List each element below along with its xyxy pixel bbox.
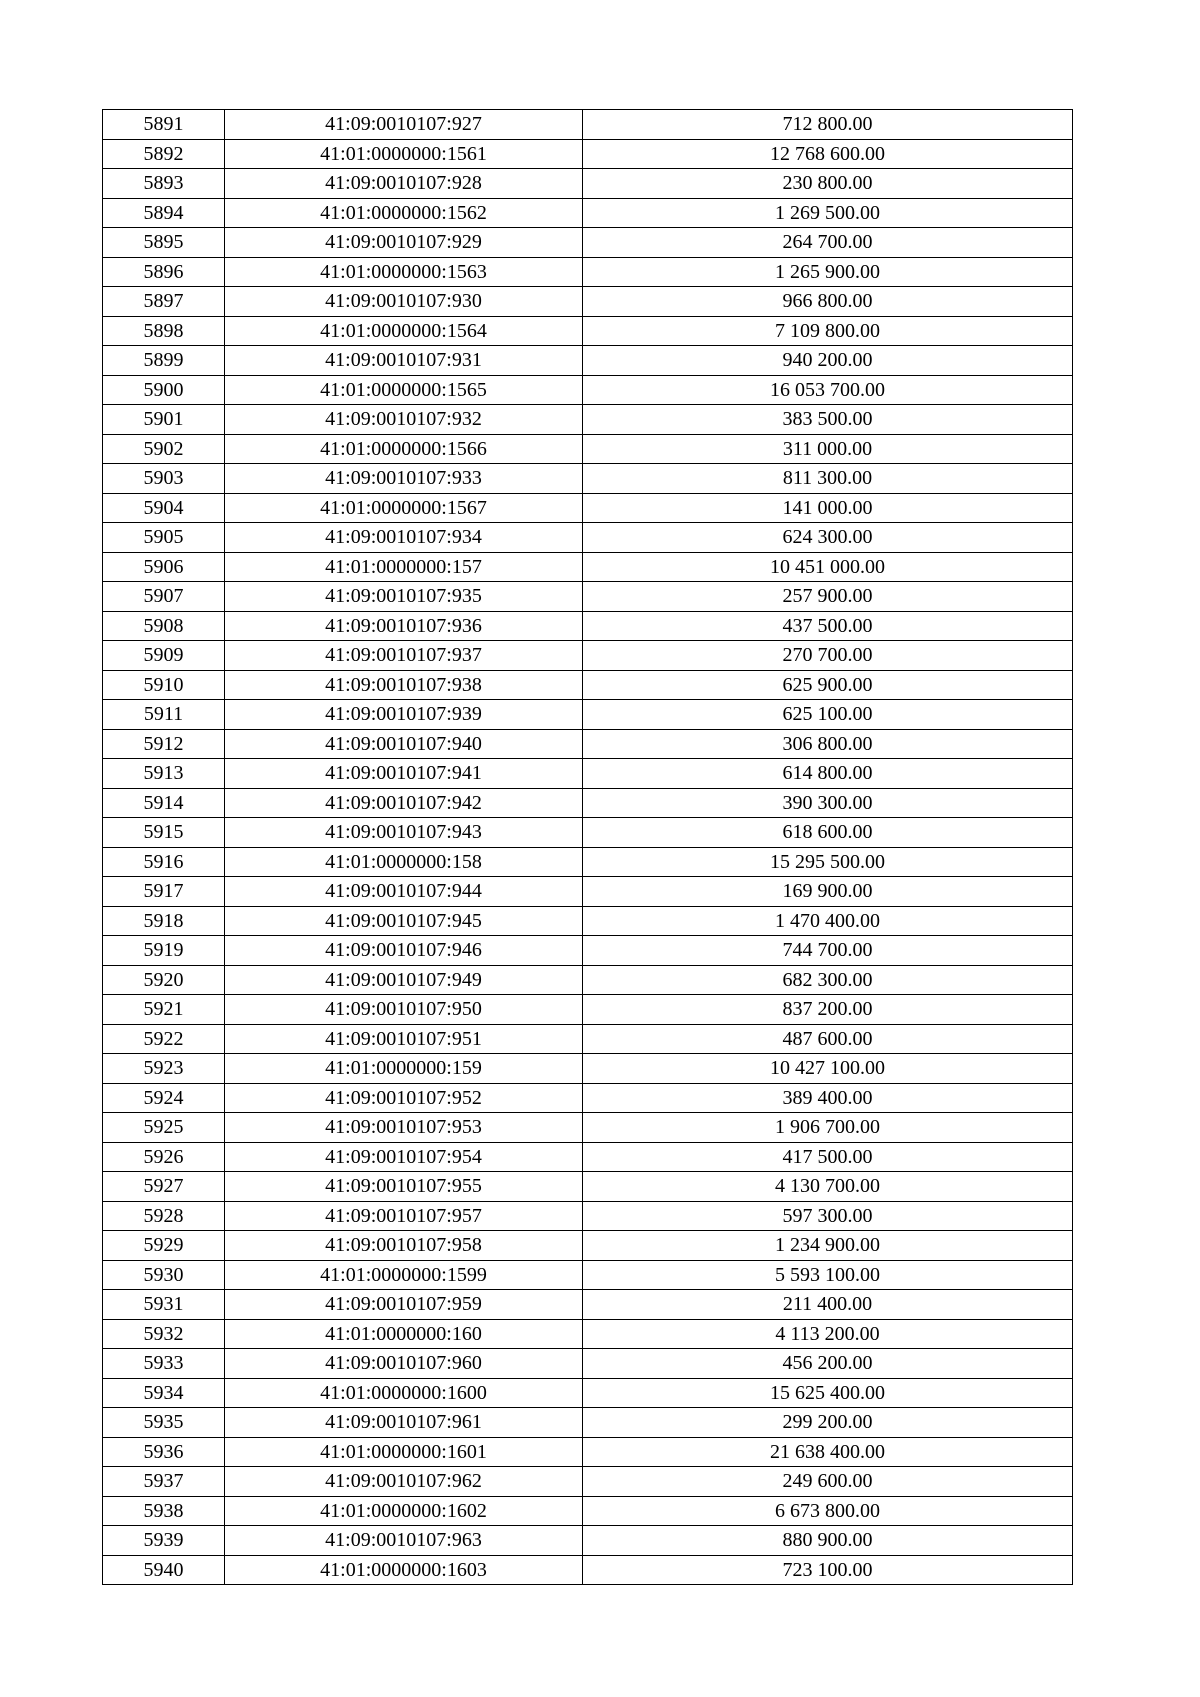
row-number-cell: 5899 — [103, 346, 225, 376]
cadastral-value-cell: 21 638 400.00 — [583, 1437, 1073, 1467]
table-row — [103, 1142, 1073, 1172]
row-number-cell: 5937 — [103, 1467, 225, 1497]
cadastral-value-cell: 10 451 000.00 — [583, 552, 1073, 582]
cadastral-number-cell: 41:01:0000000:1599 — [225, 1260, 583, 1290]
cadastral-number-cell: 41:09:0010107:937 — [225, 641, 583, 671]
table-row — [103, 700, 1073, 730]
cadastral-value-cell: 837 200.00 — [583, 995, 1073, 1025]
row-number-cell: 5918 — [103, 906, 225, 936]
row-number-cell: 5921 — [103, 995, 225, 1025]
cadastral-number-cell: 41:09:0010107:927 — [225, 110, 583, 140]
table-row — [103, 228, 1073, 258]
cadastral-value-cell: 16 053 700.00 — [583, 375, 1073, 405]
cadastral-value-cell: 10 427 100.00 — [583, 1054, 1073, 1084]
table-row — [103, 1024, 1073, 1054]
row-number-cell: 5928 — [103, 1201, 225, 1231]
row-number-cell: 5898 — [103, 316, 225, 346]
table-row — [103, 110, 1073, 140]
row-number-cell: 5908 — [103, 611, 225, 641]
table-row — [103, 906, 1073, 936]
row-number-cell: 5904 — [103, 493, 225, 523]
cadastral-number-cell: 41:01:0000000:1602 — [225, 1496, 583, 1526]
table-row — [103, 1231, 1073, 1261]
table-row — [103, 670, 1073, 700]
cadastral-number-cell: 41:01:0000000:1601 — [225, 1437, 583, 1467]
table-row — [103, 346, 1073, 376]
table-row — [103, 434, 1073, 464]
row-number-cell: 5926 — [103, 1142, 225, 1172]
cadastral-number-cell: 41:09:0010107:928 — [225, 169, 583, 199]
table-row — [103, 375, 1073, 405]
row-number-cell: 5906 — [103, 552, 225, 582]
table-row — [103, 1201, 1073, 1231]
cadastral-number-cell: 41:09:0010107:946 — [225, 936, 583, 966]
cadastral-number-cell: 41:09:0010107:945 — [225, 906, 583, 936]
row-number-cell: 5925 — [103, 1113, 225, 1143]
row-number-cell: 5922 — [103, 1024, 225, 1054]
cadastral-value-cell: 811 300.00 — [583, 464, 1073, 494]
cadastral-value-cell: 4 113 200.00 — [583, 1319, 1073, 1349]
table-row — [103, 552, 1073, 582]
cadastral-number-cell: 41:09:0010107:961 — [225, 1408, 583, 1438]
cadastral-value-cell: 966 800.00 — [583, 287, 1073, 317]
cadastral-number-cell: 41:09:0010107:959 — [225, 1290, 583, 1320]
row-number-cell: 5936 — [103, 1437, 225, 1467]
table-row — [103, 1260, 1073, 1290]
table-row — [103, 1526, 1073, 1556]
row-number-cell: 5892 — [103, 139, 225, 169]
cadastral-value-cell: 682 300.00 — [583, 965, 1073, 995]
cadastral-value-cell: 389 400.00 — [583, 1083, 1073, 1113]
row-number-cell: 5913 — [103, 759, 225, 789]
cadastral-value-cell: 614 800.00 — [583, 759, 1073, 789]
cadastral-number-cell: 41:09:0010107:951 — [225, 1024, 583, 1054]
table-row — [103, 1437, 1073, 1467]
cadastral-number-cell: 41:01:0000000:160 — [225, 1319, 583, 1349]
row-number-cell: 5914 — [103, 788, 225, 818]
table-row — [103, 1113, 1073, 1143]
row-number-cell: 5907 — [103, 582, 225, 612]
cadastral-value-cell: 417 500.00 — [583, 1142, 1073, 1172]
table-row — [103, 287, 1073, 317]
table-body — [103, 110, 1073, 1585]
table-row — [103, 1496, 1073, 1526]
row-number-cell: 5933 — [103, 1349, 225, 1379]
row-number-cell: 5896 — [103, 257, 225, 287]
cadastral-value-cell: 257 900.00 — [583, 582, 1073, 612]
table-row — [103, 965, 1073, 995]
row-number-cell: 5902 — [103, 434, 225, 464]
cadastral-number-cell: 41:09:0010107:933 — [225, 464, 583, 494]
cadastral-value-cell: 437 500.00 — [583, 611, 1073, 641]
cadastral-number-cell: 41:09:0010107:934 — [225, 523, 583, 553]
cadastral-number-cell: 41:09:0010107:941 — [225, 759, 583, 789]
table-row — [103, 582, 1073, 612]
cadastral-value-cell: 625 100.00 — [583, 700, 1073, 730]
table-row — [103, 1408, 1073, 1438]
row-number-cell: 5924 — [103, 1083, 225, 1113]
cadastral-value-cell: 1 265 900.00 — [583, 257, 1073, 287]
cadastral-number-cell: 41:09:0010107:954 — [225, 1142, 583, 1172]
cadastral-number-cell: 41:09:0010107:930 — [225, 287, 583, 317]
cadastral-value-cell: 299 200.00 — [583, 1408, 1073, 1438]
cadastral-number-cell: 41:09:0010107:955 — [225, 1172, 583, 1202]
table-row — [103, 405, 1073, 435]
cadastral-value-cell: 1 906 700.00 — [583, 1113, 1073, 1143]
row-number-cell: 5901 — [103, 405, 225, 435]
table-row — [103, 1555, 1073, 1585]
row-number-cell: 5935 — [103, 1408, 225, 1438]
cadastral-value-cell: 264 700.00 — [583, 228, 1073, 258]
row-number-cell: 5929 — [103, 1231, 225, 1261]
cadastral-number-cell: 41:09:0010107:939 — [225, 700, 583, 730]
cadastral-number-cell: 41:09:0010107:932 — [225, 405, 583, 435]
cadastral-number-cell: 41:09:0010107:960 — [225, 1349, 583, 1379]
table-row — [103, 936, 1073, 966]
cadastral-value-table — [102, 109, 1073, 1585]
row-number-cell: 5923 — [103, 1054, 225, 1084]
cadastral-value-cell: 5 593 100.00 — [583, 1260, 1073, 1290]
table-row — [103, 788, 1073, 818]
table-row — [103, 1290, 1073, 1320]
row-number-cell: 5900 — [103, 375, 225, 405]
cadastral-value-cell: 230 800.00 — [583, 169, 1073, 199]
row-number-cell: 5895 — [103, 228, 225, 258]
table-row — [103, 818, 1073, 848]
table-row — [103, 257, 1073, 287]
cadastral-value-cell: 880 900.00 — [583, 1526, 1073, 1556]
cadastral-number-cell: 41:01:0000000:158 — [225, 847, 583, 877]
row-number-cell: 5905 — [103, 523, 225, 553]
row-number-cell: 5938 — [103, 1496, 225, 1526]
table-row — [103, 464, 1073, 494]
row-number-cell: 5894 — [103, 198, 225, 228]
cadastral-number-cell: 41:09:0010107:944 — [225, 877, 583, 907]
row-number-cell: 5915 — [103, 818, 225, 848]
table-row — [103, 169, 1073, 199]
cadastral-number-cell: 41:01:0000000:157 — [225, 552, 583, 582]
cadastral-number-cell: 41:01:0000000:1563 — [225, 257, 583, 287]
table-row — [103, 729, 1073, 759]
cadastral-number-cell: 41:09:0010107:962 — [225, 1467, 583, 1497]
cadastral-value-cell: 625 900.00 — [583, 670, 1073, 700]
row-number-cell: 5939 — [103, 1526, 225, 1556]
row-number-cell: 5917 — [103, 877, 225, 907]
row-number-cell: 5931 — [103, 1290, 225, 1320]
cadastral-number-cell: 41:09:0010107:953 — [225, 1113, 583, 1143]
row-number-cell: 5909 — [103, 641, 225, 671]
cadastral-value-cell: 15 625 400.00 — [583, 1378, 1073, 1408]
cadastral-value-cell: 1 269 500.00 — [583, 198, 1073, 228]
row-number-cell: 5916 — [103, 847, 225, 877]
table-row — [103, 1378, 1073, 1408]
table-row — [103, 759, 1073, 789]
cadastral-number-cell: 41:09:0010107:929 — [225, 228, 583, 258]
table-row — [103, 493, 1073, 523]
row-number-cell: 5932 — [103, 1319, 225, 1349]
cadastral-value-cell: 12 768 600.00 — [583, 139, 1073, 169]
table-row — [103, 523, 1073, 553]
row-number-cell: 5940 — [103, 1555, 225, 1585]
cadastral-value-cell: 597 300.00 — [583, 1201, 1073, 1231]
cadastral-value-cell: 4 130 700.00 — [583, 1172, 1073, 1202]
cadastral-number-cell: 41:09:0010107:940 — [225, 729, 583, 759]
table-row — [103, 877, 1073, 907]
cadastral-number-cell: 41:01:0000000:159 — [225, 1054, 583, 1084]
cadastral-number-cell: 41:09:0010107:950 — [225, 995, 583, 1025]
cadastral-value-cell: 487 600.00 — [583, 1024, 1073, 1054]
cadastral-number-cell: 41:09:0010107:958 — [225, 1231, 583, 1261]
cadastral-number-cell: 41:09:0010107:952 — [225, 1083, 583, 1113]
cadastral-value-cell: 383 500.00 — [583, 405, 1073, 435]
cadastral-number-cell: 41:01:0000000:1566 — [225, 434, 583, 464]
row-number-cell: 5893 — [103, 169, 225, 199]
table-row — [103, 611, 1073, 641]
cadastral-value-cell: 390 300.00 — [583, 788, 1073, 818]
table-row — [103, 995, 1073, 1025]
table-row — [103, 1319, 1073, 1349]
row-number-cell: 5934 — [103, 1378, 225, 1408]
row-number-cell: 5919 — [103, 936, 225, 966]
cadastral-number-cell: 41:01:0000000:1567 — [225, 493, 583, 523]
table-row — [103, 1467, 1073, 1497]
cadastral-value-cell: 306 800.00 — [583, 729, 1073, 759]
row-number-cell: 5912 — [103, 729, 225, 759]
cadastral-value-cell: 141 000.00 — [583, 493, 1073, 523]
cadastral-number-cell: 41:09:0010107:938 — [225, 670, 583, 700]
row-number-cell: 5903 — [103, 464, 225, 494]
cadastral-value-cell: 940 200.00 — [583, 346, 1073, 376]
cadastral-value-cell: 249 600.00 — [583, 1467, 1073, 1497]
cadastral-number-cell: 41:09:0010107:942 — [225, 788, 583, 818]
cadastral-number-cell: 41:09:0010107:957 — [225, 1201, 583, 1231]
cadastral-value-cell: 624 300.00 — [583, 523, 1073, 553]
table-row — [103, 641, 1073, 671]
row-number-cell: 5920 — [103, 965, 225, 995]
cadastral-number-cell: 41:09:0010107:931 — [225, 346, 583, 376]
table-row — [103, 198, 1073, 228]
cadastral-value-cell: 169 900.00 — [583, 877, 1073, 907]
table-row — [103, 139, 1073, 169]
row-number-cell: 5927 — [103, 1172, 225, 1202]
cadastral-value-cell: 744 700.00 — [583, 936, 1073, 966]
cadastral-number-cell: 41:01:0000000:1603 — [225, 1555, 583, 1585]
cadastral-value-cell: 712 800.00 — [583, 110, 1073, 140]
cadastral-number-cell: 41:09:0010107:935 — [225, 582, 583, 612]
table-row — [103, 1172, 1073, 1202]
cadastral-value-cell: 6 673 800.00 — [583, 1496, 1073, 1526]
cadastral-value-cell: 723 100.00 — [583, 1555, 1073, 1585]
table-row — [103, 1349, 1073, 1379]
cadastral-value-cell: 7 109 800.00 — [583, 316, 1073, 346]
cadastral-value-cell: 15 295 500.00 — [583, 847, 1073, 877]
cadastral-number-cell: 41:09:0010107:943 — [225, 818, 583, 848]
row-number-cell: 5897 — [103, 287, 225, 317]
table-row — [103, 1054, 1073, 1084]
row-number-cell: 5930 — [103, 1260, 225, 1290]
cadastral-value-cell: 1 234 900.00 — [583, 1231, 1073, 1261]
row-number-cell: 5910 — [103, 670, 225, 700]
cadastral-value-cell: 456 200.00 — [583, 1349, 1073, 1379]
cadastral-value-cell: 1 470 400.00 — [583, 906, 1073, 936]
cadastral-value-cell: 311 000.00 — [583, 434, 1073, 464]
cadastral-number-cell: 41:01:0000000:1562 — [225, 198, 583, 228]
cadastral-number-cell: 41:01:0000000:1600 — [225, 1378, 583, 1408]
cadastral-number-cell: 41:09:0010107:936 — [225, 611, 583, 641]
cadastral-number-cell: 41:01:0000000:1561 — [225, 139, 583, 169]
cadastral-value-cell: 211 400.00 — [583, 1290, 1073, 1320]
cadastral-number-cell: 41:09:0010107:963 — [225, 1526, 583, 1556]
cadastral-number-cell: 41:01:0000000:1565 — [225, 375, 583, 405]
cadastral-number-cell: 41:09:0010107:949 — [225, 965, 583, 995]
row-number-cell: 5911 — [103, 700, 225, 730]
table-row — [103, 1083, 1073, 1113]
cadastral-value-cell: 270 700.00 — [583, 641, 1073, 671]
row-number-cell: 5891 — [103, 110, 225, 140]
cadastral-number-cell: 41:01:0000000:1564 — [225, 316, 583, 346]
cadastral-value-cell: 618 600.00 — [583, 818, 1073, 848]
table-row — [103, 316, 1073, 346]
table-row — [103, 847, 1073, 877]
